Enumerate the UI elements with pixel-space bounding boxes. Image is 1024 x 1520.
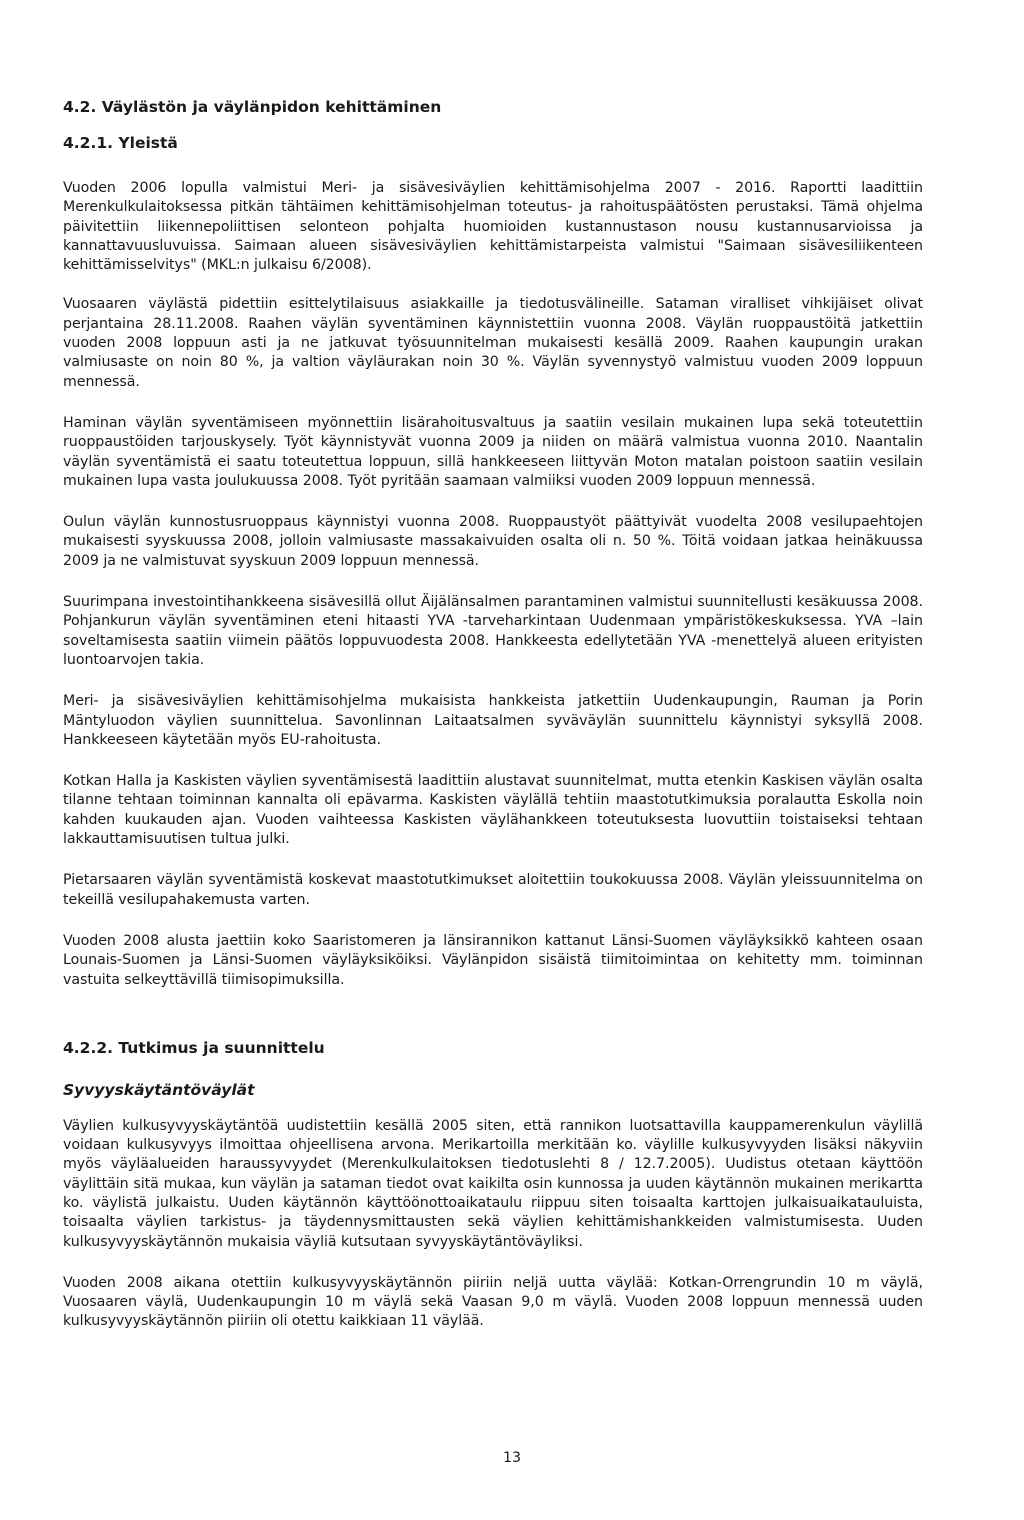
paragraph: Pietarsaaren väylän syventämistä koskevat maastotutkimukset aloitettiin toukokuussa 2008. Väylän yleissuunnitelma on tekeillä vesilupahakemusta varten. [63, 872, 923, 908]
page-number: 13 [502, 1450, 522, 1466]
section-heading: 4.2. Väylästön ja väylänpidon kehittäminen [63, 98, 442, 116]
paragraph: Vuosaaren väylästä pidettiin esittelytilaisuus asiakkaille ja tiedotusvälineille. Sataman viralliset vihkijäiset olivat perjantaina 28.11.2008. Raahen väylän syventäminen käynnistettiin vuonna 2008. Väylän ruoppaustöitä jatkettiin vuoden 2008 loppuun asti ja ne jatkuvat työsuunnitelman mukaisesti kesällä 2009. Raahen kaupungin urakan valmiusaste on noin 80 %, ja valtion väyläurakan noin 30 %. Väylän syvennystyö valmistuu vuoden 2009 loppuun mennessä. [63, 296, 923, 390]
paragraph: Vuoden 2006 lopulla valmistui Meri- ja sisävesiväylien kehittämisohjelma 2007 - 2016. Raportti laadittiin Merenkulkulaitoksessa pitkän tähtäimen kehittämisohjelman toteutus- ja rahoituspäätösten perustaksi. Tämä ohjelma päivitettiin liikennepoliittisen selonteon pohjalta huomioiden kustannustason nousu kustannusarvioissa ja kannattavuusluvuissa. Saimaan alueen sisävesiväylien kehittämistarpeista valmistui "Saimaan sisävesiliikenteen kehittämisselvitys" (MKL:n julkaisu 6/2008). [63, 180, 923, 274]
paragraph: Väylien kulkusyvyyskäytäntöä uudistettiin kesällä 2005 siten, että rannikon luotsattavilla kauppamerenkulun väylillä voidaan kulkusyvyys ilmoittaa ohjeellisena arvona. Merikartoilla merkitään ko. väylille kulkusyvyyden lisäksi näkyviin myös väyläalueiden haraussyvyydet (Merenkulkulaitoksen tiedotuslehti 8 / 12.7.2005). Uudistus otetaan käyttöön väylittäin sitä mukaa, kun väylän ja sataman tiedot ovat kaikilta osin kunnossa ja uuden käytännön mukainen merikartta ko. väylistä julkaistu. Uuden käytännön käyttöönottoaikataulu riippuu siten toisaalta karttojen julkaisuaikatauluista, toisaalta väylien tarkistus- ja täydennysmittausten sekä väylien kehittämishankkeiden valmistumisesta. Uuden kulkusyvyyskäytännön mukaisia väyliä kutsutaan syvyyskäytäntöväyliksi. [63, 1117, 923, 1250]
paragraph: Haminan väylän syventämiseen myönnettiin lisärahoitusvaltuus ja saatiin vesilain mukainen lupa sekä toteutettiin ruoppaustöiden tarjouskysely. Työt käynnistyvät vuonna 2009 ja niiden on määrä valmistua vuonna 2010. Naantalin väylän syventämistä ei saatu toteutettua loppuun, sillä hankkeeseen liittyvän Moton matalan poistoon saatiin vesilain mukainen lupa vasta joulukuussa 2008. Työt pyritään saamaan valmiiksi vuoden 2009 loppuun mennessä. [63, 414, 923, 489]
paragraph: Suurimpana investointihankkeena sisävesillä ollut Äijälänsalmen parantaminen valmistui suunnitellusti kesäkuussa 2008. Pohjankurun väylän syventäminen eteni hitaasti YVA -tarveharkintaan Uudenmaan ympäristökeskuksessa. YVA –lain soveltamisesta saatiin viimein päätös loppuvuodesta 2008. Hankkeesta edellytetään YVA -menettelyä alueen erityisten luontoarvojen takia. [63, 594, 923, 668]
document-page [63, 97, 923, 1332]
subsection-heading: 4.2.1. Yleistä [63, 134, 178, 152]
paragraph: Vuoden 2008 aikana otettiin kulkusyvyyskäytännön piiriin neljä uutta väylää: Kotkan-Orrengrundin 10 m väylä, Vuosaaren väylä, Uudenkaupungin 10 m väylä sekä Vaasan 9,0 m väylä. Vuoden 2008 loppuun mennessä uuden kulkusyvyyskäytännön piiriin oli otettu kaikkiaan 11 väylää. [63, 1274, 923, 1330]
paragraph: Oulun väylän kunnostusruoppaus käynnistyi vuonna 2008. Ruoppaustyöt päättyivät vuodelta 2008 vesilupaehtojen mukaisesti syyskuussa 2008, jolloin valmiusaste massakaivuiden osalta oli n. 50 %. Töitä voidaan jatkaa heinäkuussa 2009 ja ne valmistuvat syyskuun 2009 loppuun mennessä. [63, 514, 923, 569]
italic-subheading: Syvyyskäytäntöväylät [63, 1080, 255, 1099]
section-heading-2: 4.2.2. Tutkimus ja suunnittelu [63, 1038, 325, 1057]
paragraph: Vuoden 2008 alusta jaettiin koko Saaristomeren ja länsirannikon kattanut Länsi-Suomen väyläyksikkö kahteen osaan Lounais-Suomen ja Länsi-Suomen väyläyksiköiksi. Väylänpidon sisäistä tiimitoimintaa on kehitetty mm. toiminnan vastuita selkeyttävillä tiimisopimuksilla. [63, 932, 923, 988]
paragraph: Meri- ja sisävesiväylien kehittämisohjelma mukaisista hankkeista jatkettiin Uudenkaupungin, Rauman ja Porin Mäntyluodon väylien suunnittelua. Savonlinnan Laitaatsalmen syväväylän suunnittelu käynnistyi syksyllä 2008. Hankkeeseen käytetään myös EU-rahoitusta. [63, 693, 923, 748]
paragraph: Kotkan Halla ja Kaskisten väylien syventämisestä laadittiin alustavat suunnitelmat, mutta etenkin Kaskisen väylän osalta tilanne tehtaan toiminnan kannalta oli epävarma. Kaskisten väylällä tehtiin maastotutkimuksia poralautta Eskolla noin kahden kuukauden ajan. Vuoden vaihteessa Kaskisten väylähankkeen toteutuksesta luovuttiin toistaiseksi tehtaan lakkauttamisuutisen tultua julki. [63, 773, 923, 848]
